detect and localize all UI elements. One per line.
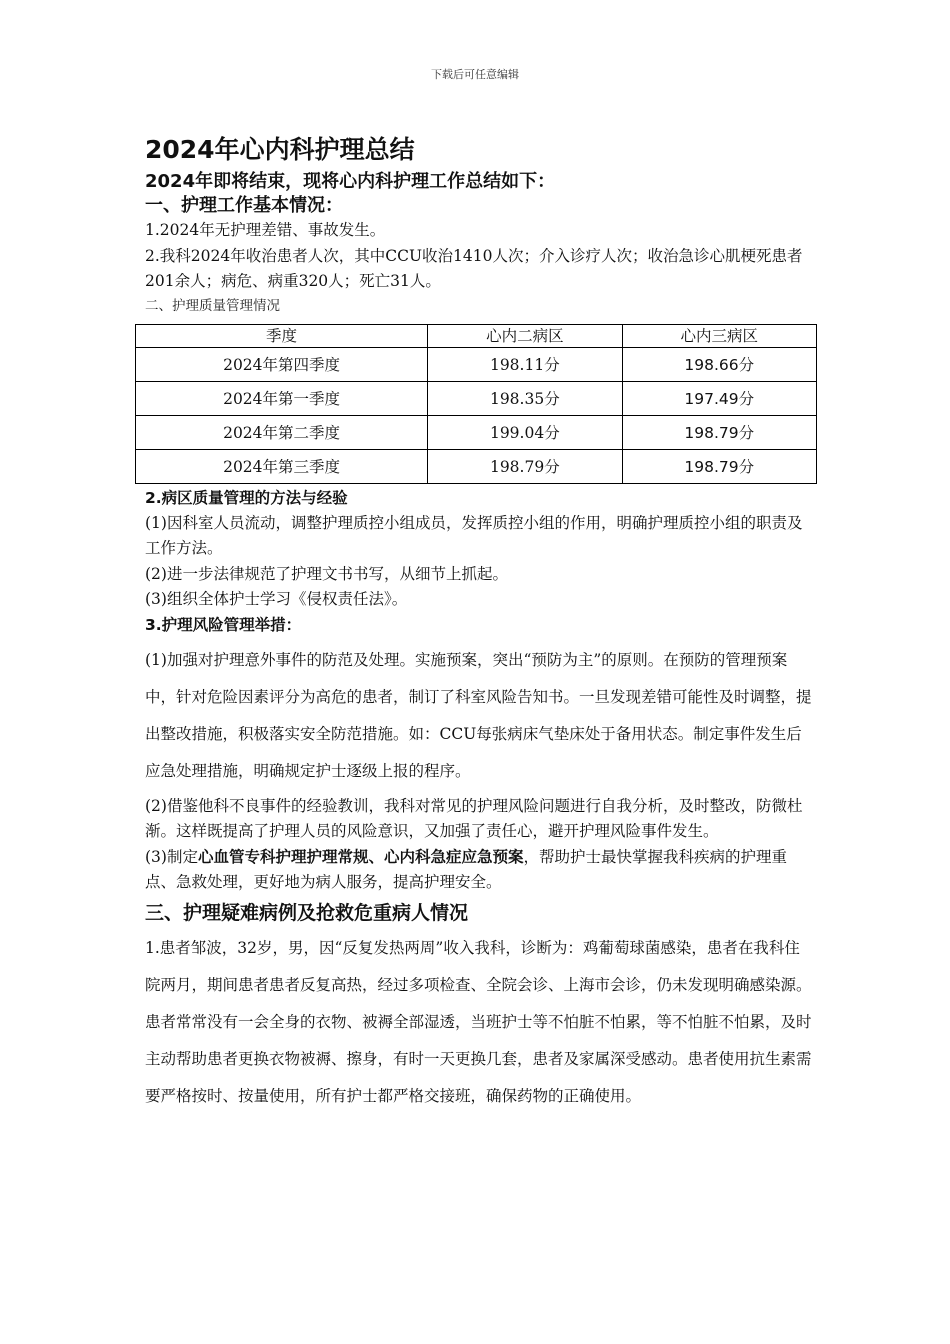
item3-bold-text: 心血管专科护理护理常规、心内科急症应急预案: [197, 847, 524, 866]
table-row: [136, 347, 817, 381]
header-note: 下载后可任意编辑: [431, 68, 519, 81]
subsection3-heading: 3.护理风险管理举措：: [145, 615, 302, 634]
intro-line: 2024年即将结束，现将心内科护理工作总结如下：: [145, 171, 556, 192]
table-cell-ward2: 198.11分: [428, 347, 622, 381]
section1-item1: 1.2024年无护理差错、事故发生。: [145, 221, 386, 239]
subsection2-heading: 2.病区质量管理的方法与经验: [145, 488, 348, 507]
table-cell-quarter: 2024年第一季度: [136, 381, 428, 415]
subsection2-item2: (2)进一步法律规范了护理文书书写，从细节上抓起。: [145, 564, 508, 583]
table-cell-ward3: 198.66分: [622, 347, 816, 381]
table-cell-ward3: 198.79分: [622, 449, 816, 483]
table-header-row: [136, 324, 817, 347]
subsection2-item3: (3)组织全体护士学习《侵权责任法》。: [145, 590, 408, 608]
table-header-cell: 季度: [136, 324, 428, 347]
document-body: [145, 130, 813, 1115]
section1-item2: 2.我科2024年收治患者人次，其中CCU收治1410人次；介入诊疗人次；收治急诊心肌梗死患者201余人；病危、病重320人；死亡31人。: [145, 246, 803, 290]
table-cell-quarter: 2024年第三季度: [136, 449, 428, 483]
item3-suffix: ，帮助护士最快掌握我科疾病的护理重点、急救处理，更好地为病人服务，提高护理安全。: [145, 847, 787, 891]
section3-heading: 三、护理疑难病例及抢救危重病人情况: [145, 901, 469, 924]
table-header-cell: 心内二病区: [428, 324, 622, 347]
table-cell-quarter: 2024年第四季度: [136, 347, 428, 381]
section3-item1: 1.患者邹波，32岁，男，因“反复发热两周”收入我科，诊断为：鸡葡萄球菌感染，患者在我科住院两月，期间患者患者反复高热，经过多项检查、全院会诊、上海市会诊，仍未发现明确感染源。患者常常没有一会全身的衣物、被褥全部湿透，当班护士等不怕脏不怕累，等不怕脏不怕累，及时主动帮助患者更换衣物被褥、擦身，有时一天更换几套，患者及家属深受感动。患者使用抗生素需要严格按时、按量使用，所有护士都严格交接班，确保药物的正确使用。: [145, 938, 812, 1105]
table-cell-ward2: 199.04分: [428, 415, 622, 449]
section1-heading: 一、护理工作基本情况：: [145, 195, 343, 216]
table-row: [136, 449, 817, 483]
table-cell-ward3: 197.49分: [622, 381, 816, 415]
table-row: [136, 415, 817, 449]
table-row: [136, 381, 817, 415]
table-cell-ward2: 198.79分: [428, 449, 622, 483]
table-cell-ward2: 198.35分: [428, 381, 622, 415]
quality-score-table: [135, 324, 817, 484]
subsection3-item3: [145, 845, 813, 896]
table-cell-ward3: 198.79分: [622, 415, 816, 449]
table-header-cell: 心内三病区: [622, 324, 816, 347]
subsection3-item1: (1)加强对护理意外事件的防范及处理。实施预案，突出“预防为主”的原则。在预防的管理预案中，针对危险因素评分为高危的患者，制订了科室风险告知书。一旦发现差错可能性及时调整，提出整改措施，积极落实安全防范措施。如：CCU每张病床气垫床处于备用状态。制定事件发生后应急处理措施，明确规定护士逐级上报的程序。: [145, 650, 812, 780]
subsection2-item1: (1)因科室人员流动，调整护理质控小组成员，发挥质控小组的作用，明确护理质控小组的职责及工作方法。: [145, 513, 803, 557]
table-cell-quarter: 2024年第二季度: [136, 415, 428, 449]
section2-heading: 二、护理质量管理情况: [145, 297, 280, 314]
document-title: 2024年心内科护理总结: [145, 135, 415, 164]
subsection3-item2: (2)借鉴他科不良事件的经验教训，我科对常见的护理风险问题进行自我分析，及时整改，防微杜渐。这样既提高了护理人员的风险意识，又加强了责任心，避开护理风险事件发生。: [145, 796, 803, 840]
item3-prefix: (3)制定: [145, 847, 198, 866]
